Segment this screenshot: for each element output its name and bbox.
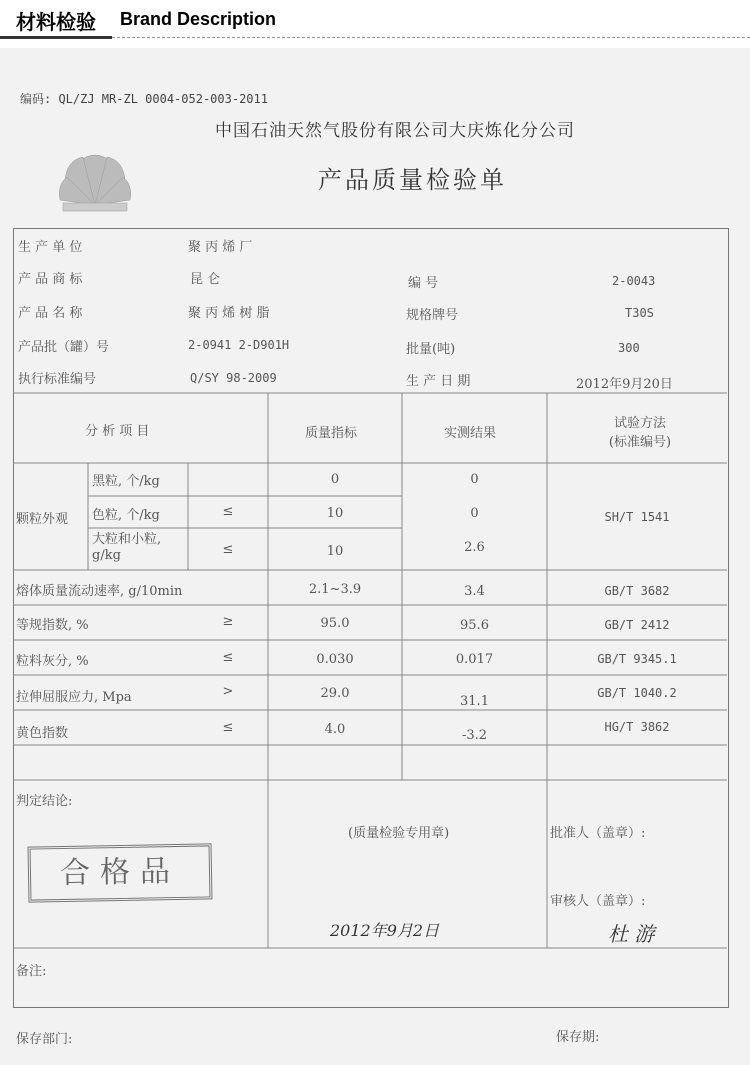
standard-label: 执行标准编号	[18, 372, 97, 387]
row-op: >	[222, 684, 234, 699]
row-method: GB/T 1040.2	[597, 686, 677, 700]
number-label: 编 号	[408, 276, 439, 291]
row-op: ≤	[222, 504, 234, 519]
group-label: 颗粒外观	[16, 512, 69, 527]
qty-label: 批量(吨)	[406, 342, 456, 357]
row-item: 黑粒, 个/kg	[92, 474, 160, 489]
batch-label: 产品批（罐）号	[18, 340, 110, 355]
row-op: ≤	[222, 542, 234, 557]
row-result: 3.4	[464, 584, 485, 599]
head-item: 分 析 项 目	[85, 424, 150, 439]
row-index: 0	[330, 472, 340, 487]
reviewer-signature: 杜 游	[608, 922, 655, 946]
brand-label: 产 品 商 标	[18, 272, 83, 287]
qualified-stamp: 合格品	[28, 843, 213, 902]
row-item: 拉伸屈服应力, Mpa	[16, 690, 132, 705]
brand-value: 昆 仑	[190, 272, 221, 287]
row-index: 10	[326, 506, 344, 521]
row-result: 0.017	[455, 652, 494, 667]
header-title-en: Brand Description	[120, 9, 277, 29]
seal-date: 2012年9月2日	[330, 921, 440, 940]
row-op: ≥	[222, 614, 234, 629]
row-result: 2.6	[464, 540, 485, 555]
row-index: 4.0	[324, 722, 346, 737]
name-value: 聚 丙 烯 树 脂	[188, 306, 270, 321]
row-index: 10	[326, 544, 344, 559]
company-name: 中国石油天然气股份有限公司大庆炼化分公司	[215, 121, 575, 141]
row-result: 0	[470, 472, 479, 487]
remark-label: 备注:	[16, 964, 47, 979]
row-result: 31.1	[460, 694, 489, 709]
head-method: 试验方法 (标准编号)	[608, 416, 672, 450]
row-result: -3.2	[461, 728, 488, 743]
row-result: 0	[470, 506, 479, 521]
row-item: 色粒, 个/kg	[92, 508, 160, 523]
number-value: 2-0043	[612, 274, 656, 288]
reviewer-label: 审核人（盖章）:	[550, 894, 646, 909]
date-label: 生 产 日 期	[406, 374, 471, 389]
row-method: GB/T 9345.1	[597, 652, 677, 666]
row-item: 黄色指数	[16, 726, 69, 741]
head-index: 质量指标	[305, 426, 358, 441]
conclusion-label: 判定结论:	[16, 794, 73, 809]
document-code: 编码: QL/ZJ MR-ZL 0004-052-003-2011	[20, 92, 268, 106]
row-method: GB/T 3682	[604, 584, 670, 598]
qty-value: 300	[618, 341, 640, 355]
date-value: 2012年9月20日	[576, 377, 673, 392]
spec-value: T30S	[625, 306, 654, 320]
document-title: 产品质量检验单	[318, 166, 507, 194]
row-item: 熔体质量流动速率, g/10min	[16, 584, 183, 599]
row-method: SH/T 1541	[604, 510, 670, 524]
keep-dept-label: 保存部门:	[16, 1032, 73, 1047]
row-index: 2.1~3.9	[308, 582, 362, 597]
header-title-cn: 材料检验	[16, 10, 96, 34]
row-item: 等规指数, %	[16, 618, 89, 633]
batch-value: 2-0941 2-D901H	[188, 338, 290, 352]
row-index: 0.030	[316, 652, 354, 667]
row-method: GB/T 2412	[604, 618, 670, 632]
approver-label: 批准人（盖章）:	[550, 826, 646, 841]
keep-period-label: 保存期:	[556, 1030, 600, 1045]
producer-label: 生 产 单 位	[18, 240, 83, 255]
row-index: 95.0	[320, 616, 350, 631]
name-label: 产 品 名 称	[18, 306, 83, 321]
row-op: ≤	[222, 650, 234, 665]
head-result: 实测结果	[444, 426, 497, 441]
standard-value: Q/SY 98-2009	[190, 371, 277, 385]
spec-label: 规格牌号	[406, 308, 459, 323]
row-method: HG/T 3862	[604, 720, 670, 734]
row-index: 29.0	[320, 686, 350, 701]
row-result: 95.6	[460, 618, 489, 633]
row-item: 粒料灰分, %	[16, 654, 89, 669]
row-op: ≤	[222, 720, 234, 735]
row-item: 大粒和小粒, g/kg	[92, 532, 162, 563]
seal-text: (质量检验专用章)	[348, 826, 450, 841]
producer-value: 聚 丙 烯 厂	[188, 240, 253, 255]
